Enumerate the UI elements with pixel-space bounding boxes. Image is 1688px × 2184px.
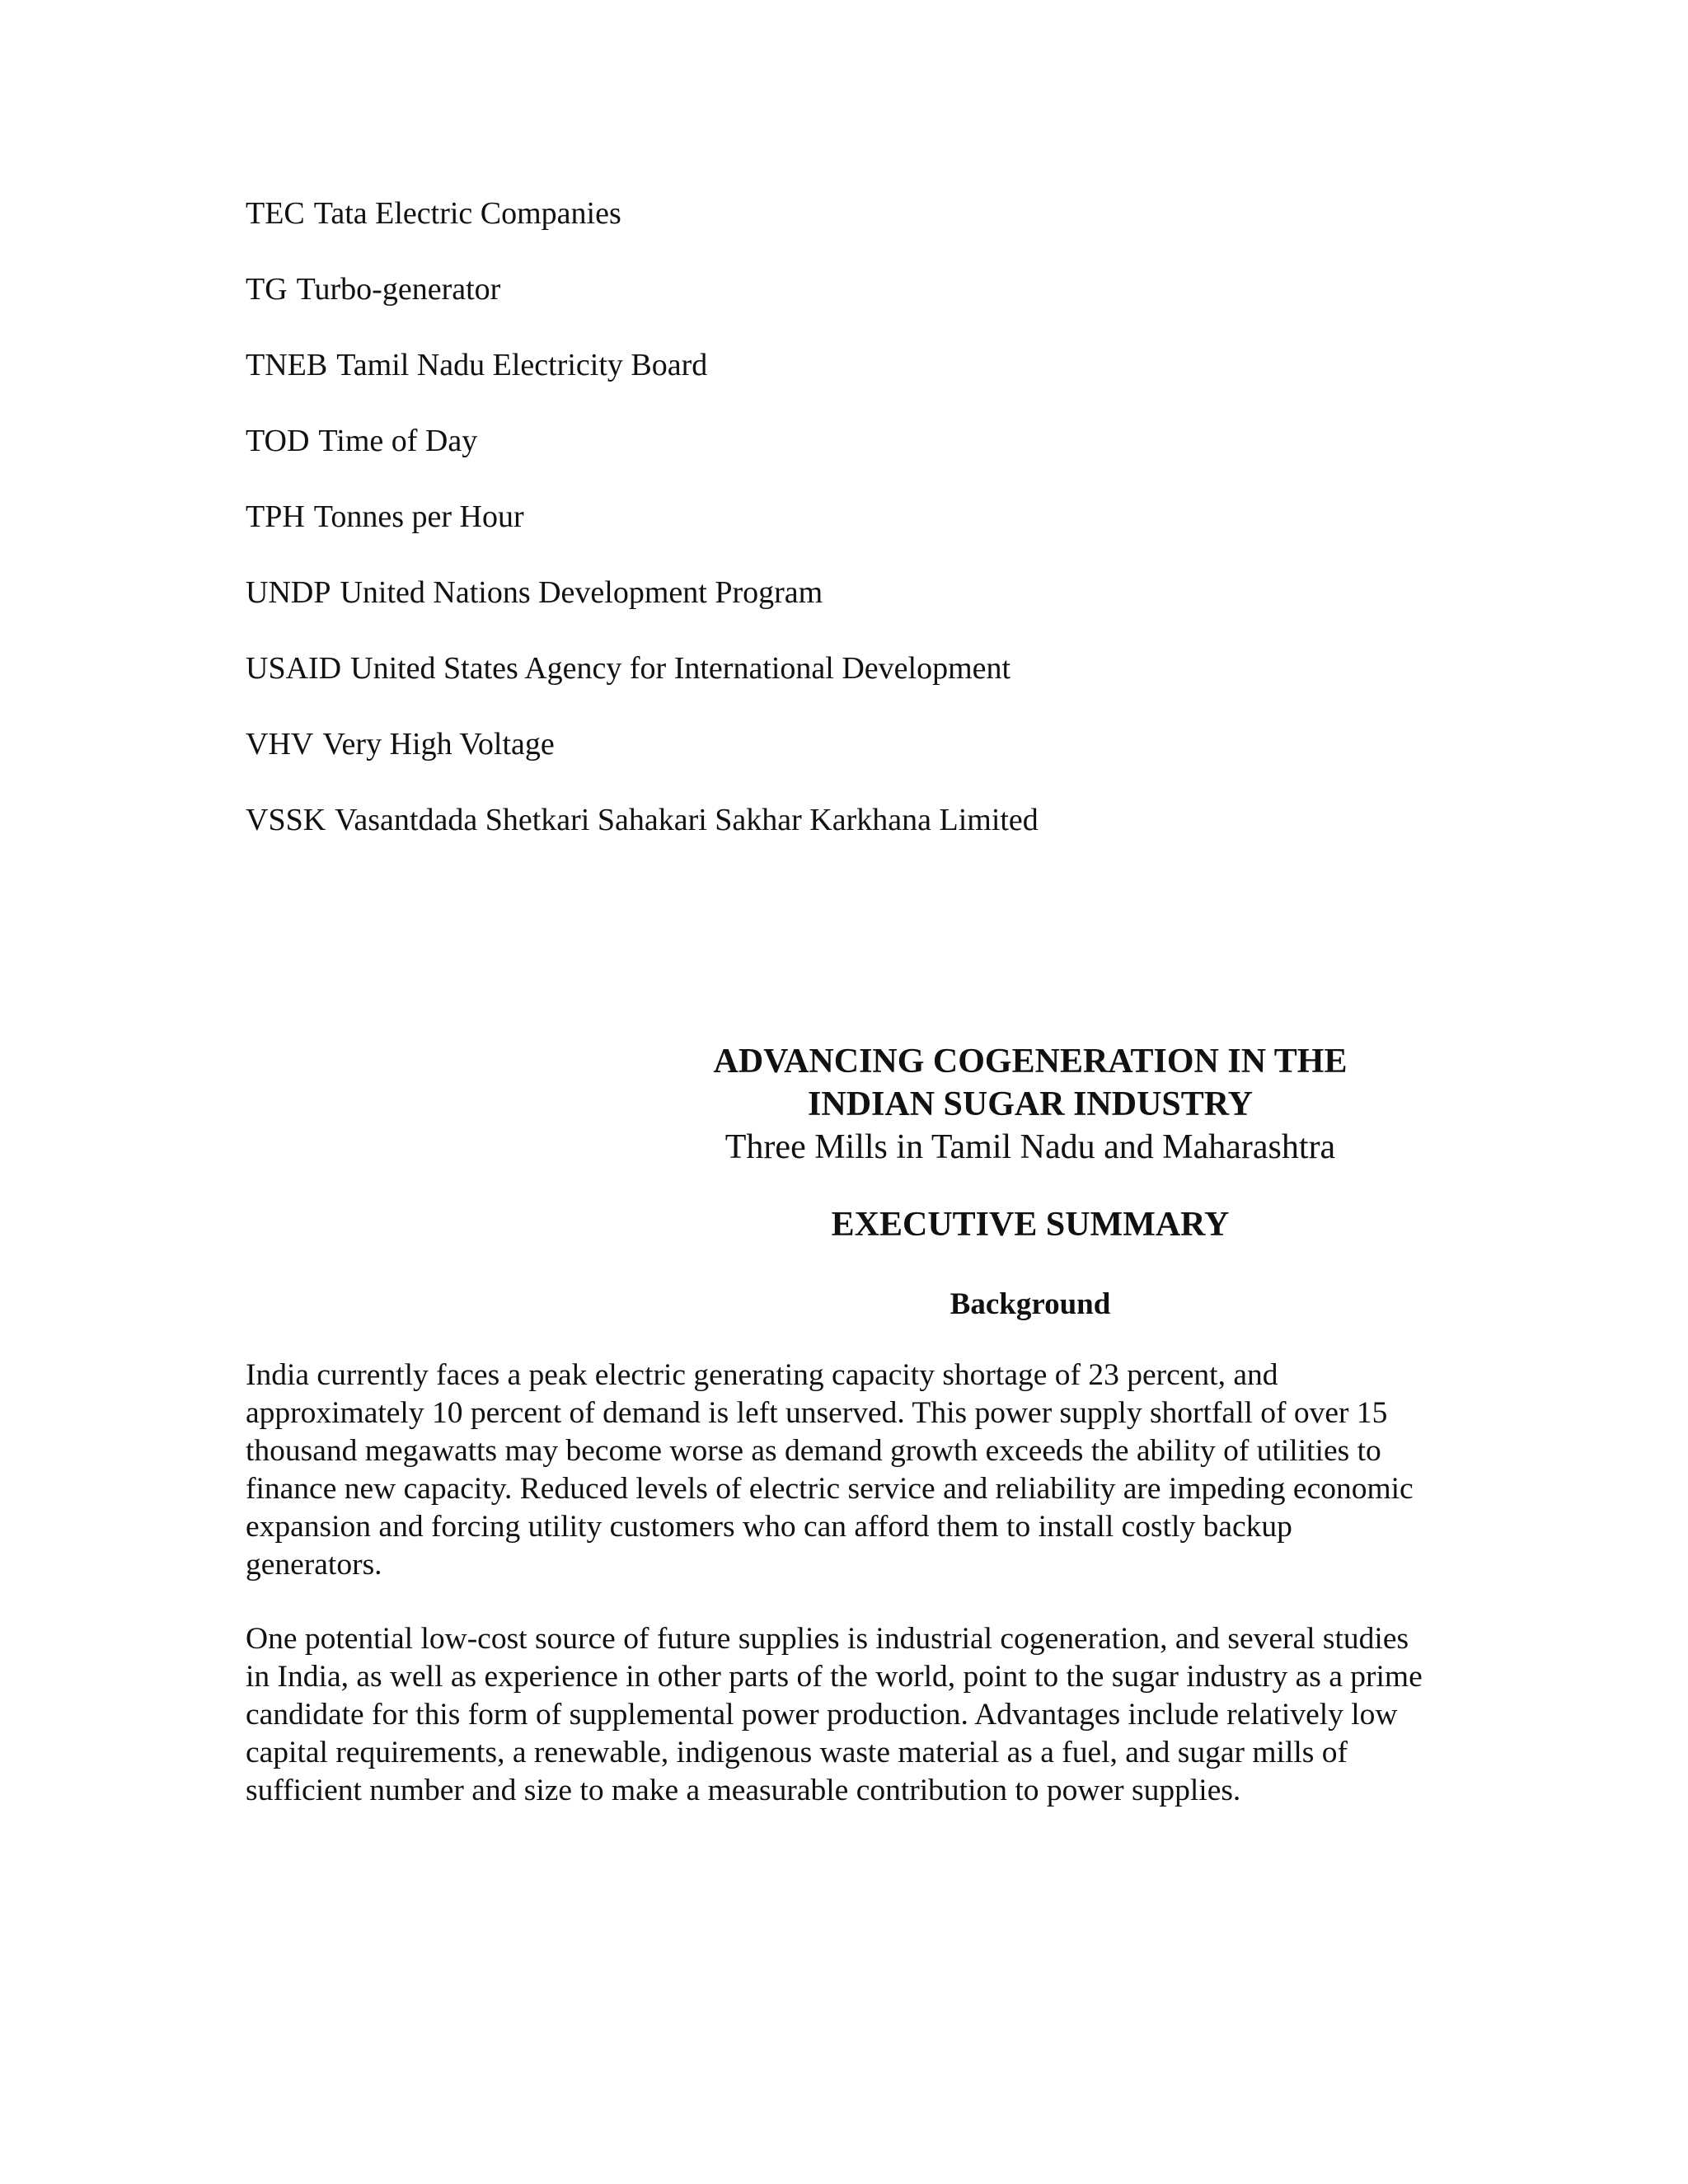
title-line-1: ADVANCING COGENERATION IN THE [713, 1043, 1348, 1080]
abbreviation-code: TNEB [246, 348, 328, 382]
abbreviation-item [246, 649, 1482, 687]
abbreviation-code: USAID [246, 651, 342, 686]
abbreviation-code: TG [246, 272, 288, 307]
body-paragraph: One potential low-cost source of future supplies is industrial cogeneration, and several studies in India, as well as experience in other parts of the world, point to the sugar industry as a prime candidate for this form of supplemental power production. Advantages include relatively low capital requirements, a renewable, indigenous waste material as a fuel, and sugar mills of sufficient number and size to make a measurable contribution to power supplies. [246, 1622, 1423, 1807]
abbreviation-item [246, 498, 1482, 536]
abbreviation-code: TOD [246, 424, 310, 458]
abbreviation-code: UNDP [246, 575, 331, 610]
abbreviation-meaning: Turbo-generator [296, 272, 501, 307]
abbreviation-meaning: Tata Electric Companies [313, 196, 621, 231]
title-line-2: INDIAN SUGAR INDUSTRY [808, 1085, 1253, 1123]
document-subtitle: Three Mills in Tamil Nadu and Maharashtra [724, 1128, 1336, 1166]
abbreviation-item [246, 270, 1482, 308]
abbreviation-meaning: Tamil Nadu Electricity Board [336, 348, 708, 382]
abbreviation-meaning: Vasantdada Shetkari Sahakari Sakhar Karkhana Limited [335, 803, 1039, 837]
abbreviation-meaning: Tonnes per Hour [313, 499, 524, 534]
body-paragraph: India currently faces a peak electric generating capacity shortage of 23 percent, and approximately 10 percent of demand is left unserved. This power supply shortfall of over 15 thousand megawatts may become worse as demand growth exceeds the ability of utilities to finance new capacity. Reduced levels of electric service and reliability are impeding economic expansion and forcing utility customers who can afford them to install costly backup generators. [246, 1358, 1414, 1582]
abbreviation-item [246, 422, 1482, 460]
abbreviation-item [246, 346, 1482, 384]
abbreviation-meaning: Time of Day [318, 424, 478, 458]
abbreviation-code: TEC [246, 196, 305, 231]
abbreviation-item [246, 194, 1482, 232]
abbreviation-meaning: Very High Voltage [322, 727, 555, 762]
abbreviation-code: VSSK [246, 803, 326, 837]
abbreviation-list [246, 194, 1482, 877]
abbreviation-code: TPH [246, 499, 305, 534]
abbreviation-meaning: United Nations Development Program [340, 575, 823, 610]
abbreviation-meaning: United States Agency for International Development [350, 651, 1011, 686]
abbreviation-item [246, 725, 1482, 763]
abbreviation-item [246, 801, 1482, 839]
document-title [577, 1040, 1484, 1169]
abbreviation-item [246, 574, 1482, 612]
section-heading: EXECUTIVE SUMMARY [831, 1206, 1230, 1244]
abbreviation-code: VHV [246, 727, 314, 762]
sub-heading: Background [950, 1287, 1111, 1321]
